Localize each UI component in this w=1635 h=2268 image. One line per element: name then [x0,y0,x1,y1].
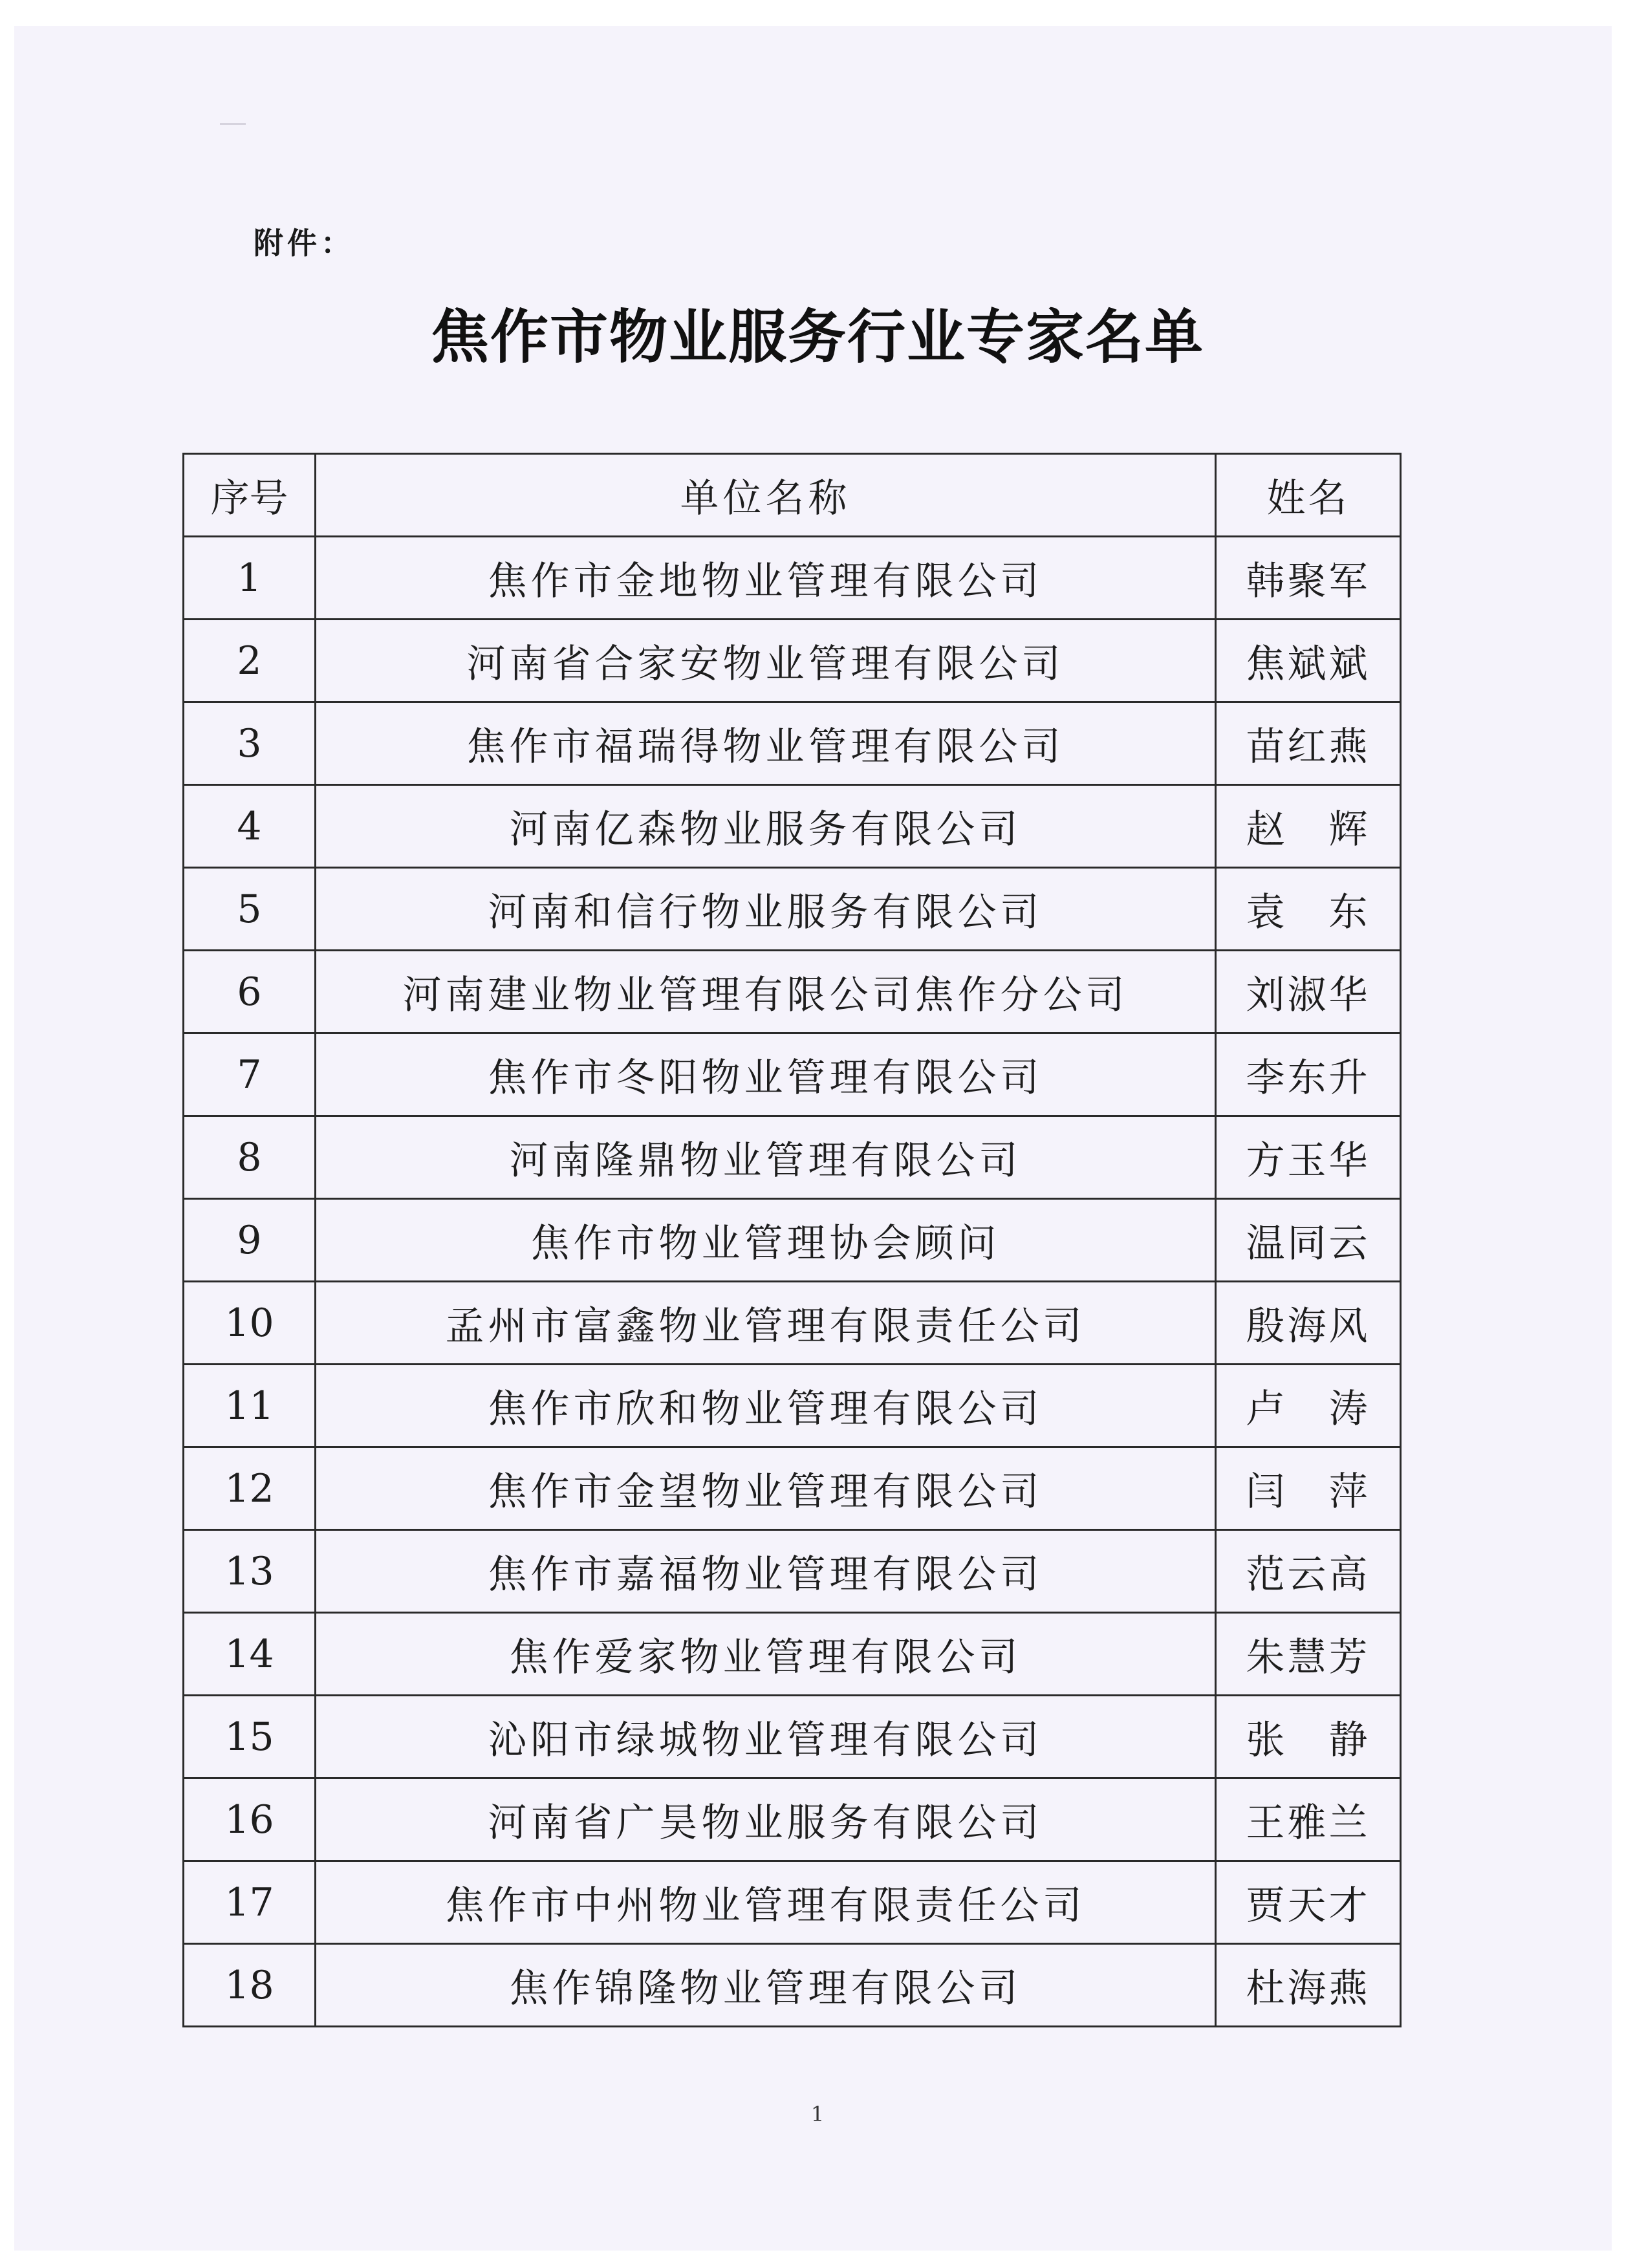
attachment-label: 附件： [254,226,354,261]
cell-name: 殷海风 [1216,1282,1401,1365]
cell-no: 14 [184,1613,316,1696]
table-row [184,951,1401,1033]
cell-name: 方玉华 [1216,1116,1401,1199]
column-header-unit: 单位名称 [316,454,1216,537]
table-row [184,702,1401,785]
cell-unit: 焦作爱家物业管理有限公司 [316,1613,1216,1696]
cell-unit: 焦作市金望物业管理有限公司 [316,1447,1216,1530]
cell-unit: 河南省广昊物业服务有限公司 [316,1778,1216,1861]
table-row [184,1696,1401,1778]
page-number: 1 [810,2102,825,2126]
table-row [184,1944,1401,2027]
cell-unit: 焦作市嘉福物业管理有限公司 [316,1530,1216,1613]
cell-no: 15 [184,1696,316,1778]
table-row [184,1778,1401,1861]
cell-name: 王雅兰 [1216,1778,1401,1861]
cell-no: 5 [184,868,316,951]
cell-name: 赵 辉 [1216,785,1401,868]
cell-unit: 河南和信行物业服务有限公司 [316,868,1216,951]
cell-name: 范云高 [1216,1530,1401,1613]
cell-no: 16 [184,1778,316,1861]
table-row [184,1613,1401,1696]
cell-no: 12 [184,1447,316,1530]
cell-unit: 河南省合家安物业管理有限公司 [316,620,1216,702]
cell-no: 3 [184,702,316,785]
cell-unit: 孟州市富鑫物业管理有限责任公司 [316,1282,1216,1365]
cell-unit: 焦作市金地物业管理有限公司 [316,537,1216,620]
cell-unit: 河南亿森物业服务有限公司 [316,785,1216,868]
cell-name: 杜海燕 [1216,1944,1401,2027]
table-row [184,785,1401,868]
column-header-name: 姓名 [1216,454,1401,537]
cell-unit: 沁阳市绿城物业管理有限公司 [316,1696,1216,1778]
cell-name: 张 静 [1216,1696,1401,1778]
cell-name: 贾天才 [1216,1861,1401,1944]
table-row [184,1447,1401,1530]
table-row [184,1282,1401,1365]
cell-no: 7 [184,1033,316,1116]
cell-name: 刘淑华 [1216,951,1401,1033]
cell-no: 10 [184,1282,316,1365]
cell-unit: 河南隆鼎物业管理有限公司 [316,1116,1216,1199]
cell-no: 8 [184,1116,316,1199]
cell-unit: 焦作市物业管理协会顾问 [316,1199,1216,1282]
expert-table [182,453,1402,2027]
cell-name: 焦斌斌 [1216,620,1401,702]
table-row [184,1199,1401,1282]
cell-name: 朱慧芳 [1216,1613,1401,1696]
column-header-no: 序号 [184,454,316,537]
cell-no: 2 [184,620,316,702]
cell-no: 9 [184,1199,316,1282]
table-header-row [184,454,1401,537]
cell-no: 4 [184,785,316,868]
cell-name: 苗红燕 [1216,702,1401,785]
cell-unit: 焦作市欣和物业管理有限公司 [316,1365,1216,1447]
cell-unit: 焦作锦隆物业管理有限公司 [316,1944,1216,2027]
cell-unit: 焦作市中州物业管理有限责任公司 [316,1861,1216,1944]
cell-name: 袁 东 [1216,868,1401,951]
cell-no: 17 [184,1861,316,1944]
document-title: 焦作市物业服务行业专家名单 [431,303,1204,371]
table-row [184,1530,1401,1613]
cell-name: 温同云 [1216,1199,1401,1282]
cell-no: 6 [184,951,316,1033]
cell-unit: 焦作市冬阳物业管理有限公司 [316,1033,1216,1116]
table-row [184,868,1401,951]
scan-mark [220,123,246,125]
cell-name: 李东升 [1216,1033,1401,1116]
cell-no: 13 [184,1530,316,1613]
table-row [184,1033,1401,1116]
table-row [184,1116,1401,1199]
cell-name: 卢 涛 [1216,1365,1401,1447]
table-row [184,1861,1401,1944]
cell-unit: 焦作市福瑞得物业管理有限公司 [316,702,1216,785]
cell-unit: 河南建业物业管理有限公司焦作分公司 [316,951,1216,1033]
cell-no: 1 [184,537,316,620]
cell-name: 韩聚军 [1216,537,1401,620]
table-row [184,537,1401,620]
table-row [184,620,1401,702]
table-body [184,537,1401,2027]
cell-no: 18 [184,1944,316,2027]
cell-no: 11 [184,1365,316,1447]
cell-name: 闫 萍 [1216,1447,1401,1530]
table-row [184,1365,1401,1447]
